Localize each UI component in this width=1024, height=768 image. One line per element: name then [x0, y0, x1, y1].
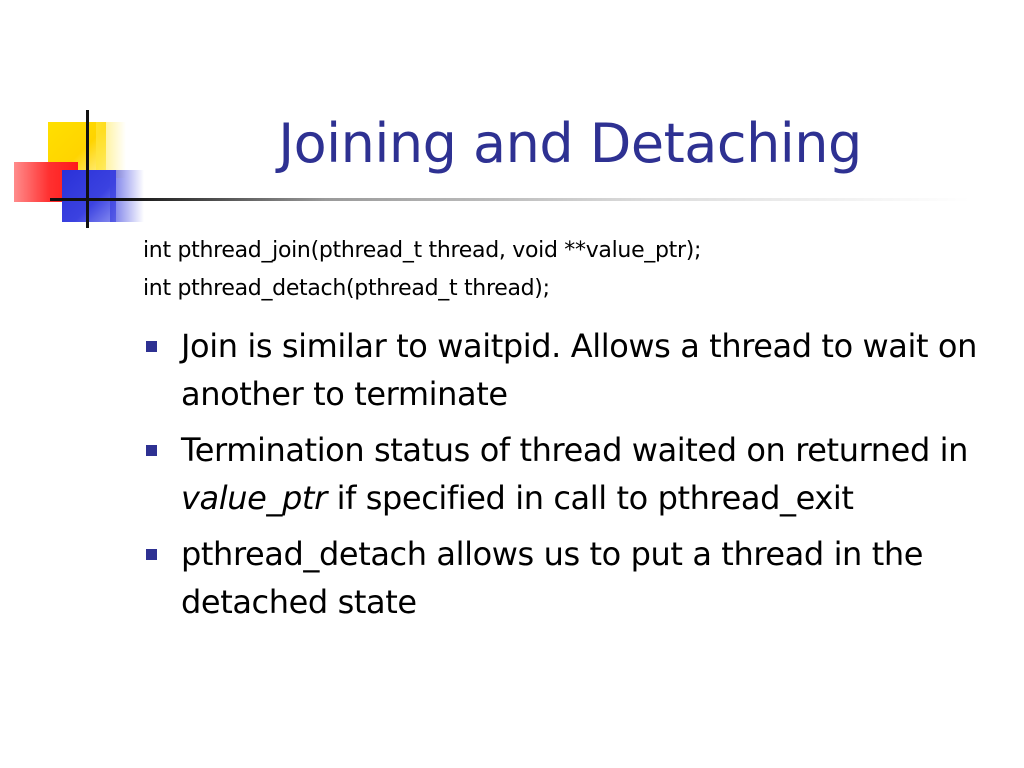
slide-title: Joining and Detaching — [278, 112, 862, 175]
logo-vertical-line — [86, 110, 89, 228]
decorative-squares-logo — [0, 100, 150, 235]
bullet-text: Join is similar to waitpid. Allows a thread to wait on another to terminate — [181, 327, 977, 413]
bullet-text-before: Termination status of thread waited on returned in — [181, 431, 969, 469]
bullet-text-after: if specified in call to pthread_exit — [326, 479, 854, 517]
square-bullet-icon — [146, 549, 157, 560]
bullet-item-join — [143, 322, 983, 418]
code-signatures — [143, 232, 701, 308]
square-bullet-icon — [146, 445, 157, 456]
logo-blue-square — [62, 170, 116, 222]
square-bullet-icon — [146, 341, 157, 352]
code-line-join: int pthread_join(pthread_t thread, void **value_ptr); — [143, 238, 702, 263]
bullet-item-detach — [143, 530, 983, 626]
logo-blue-fade — [110, 170, 144, 222]
bullet-list — [143, 322, 983, 634]
code-line-detach: int pthread_detach(pthread_t thread); — [143, 276, 550, 301]
title-underline-divider — [50, 198, 970, 201]
bullet-item-termination — [143, 426, 983, 522]
bullet-text: pthread_detach allows us to put a thread in the detached state — [181, 535, 924, 621]
bullet-text-emphasis: value_ptr — [181, 479, 327, 517]
